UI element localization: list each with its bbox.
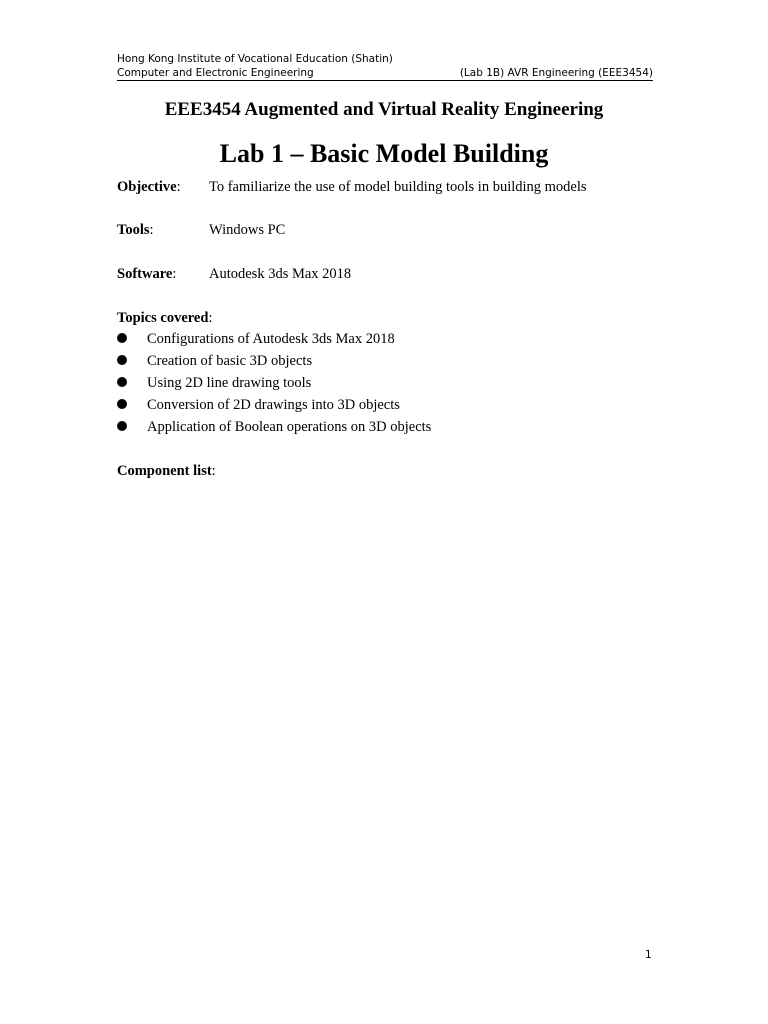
software-colon: : xyxy=(172,266,177,282)
software-label: Software xyxy=(117,266,173,282)
bullet-icon xyxy=(117,377,127,387)
component-list-label: Component list xyxy=(117,463,212,479)
objective-field xyxy=(117,178,587,196)
bullet-icon xyxy=(117,333,127,343)
tools-colon: : xyxy=(149,222,154,238)
tools-label: Tools xyxy=(117,222,150,238)
topic-text: Using 2D line drawing tools xyxy=(147,375,312,391)
component-list-colon: : xyxy=(211,463,216,479)
tools-value: Windows PC xyxy=(209,222,286,238)
objective-value: To familiarize the use of model building tools in building models xyxy=(209,179,587,195)
bullet-icon xyxy=(117,399,127,409)
topic-text: Creation of basic 3D objects xyxy=(147,353,313,369)
tools-field xyxy=(117,221,286,239)
header-lab-ref: (Lab 1B) AVR Engineering (EEE3454) xyxy=(459,67,653,79)
lab-title: Lab 1 – Basic Model Building xyxy=(219,139,549,168)
header-second-line xyxy=(117,67,653,81)
topic-text: Conversion of 2D drawings into 3D objects xyxy=(147,397,400,413)
software-field xyxy=(117,265,352,283)
topics-label: Topics covered xyxy=(117,310,209,326)
bullet-icon xyxy=(117,355,127,365)
component-list-heading xyxy=(117,462,216,480)
topics-colon: : xyxy=(208,310,213,326)
header-institution: Hong Kong Institute of Vocational Education (Shatin) xyxy=(117,53,393,65)
objective-colon: : xyxy=(176,179,181,195)
topic-text: Configurations of Autodesk 3ds Max 2018 xyxy=(147,331,395,347)
topic-text: Application of Boolean operations on 3D objects xyxy=(147,419,432,435)
header-department: Computer and Electronic Engineering xyxy=(117,67,314,79)
page-number: 1 xyxy=(645,949,652,961)
course-title: EEE3454 Augmented and Virtual Reality Engineering xyxy=(164,99,604,120)
topics-heading xyxy=(117,309,212,327)
software-value: Autodesk 3ds Max 2018 xyxy=(209,266,352,282)
bullet-icon xyxy=(117,421,127,431)
objective-label: Objective xyxy=(117,179,177,195)
